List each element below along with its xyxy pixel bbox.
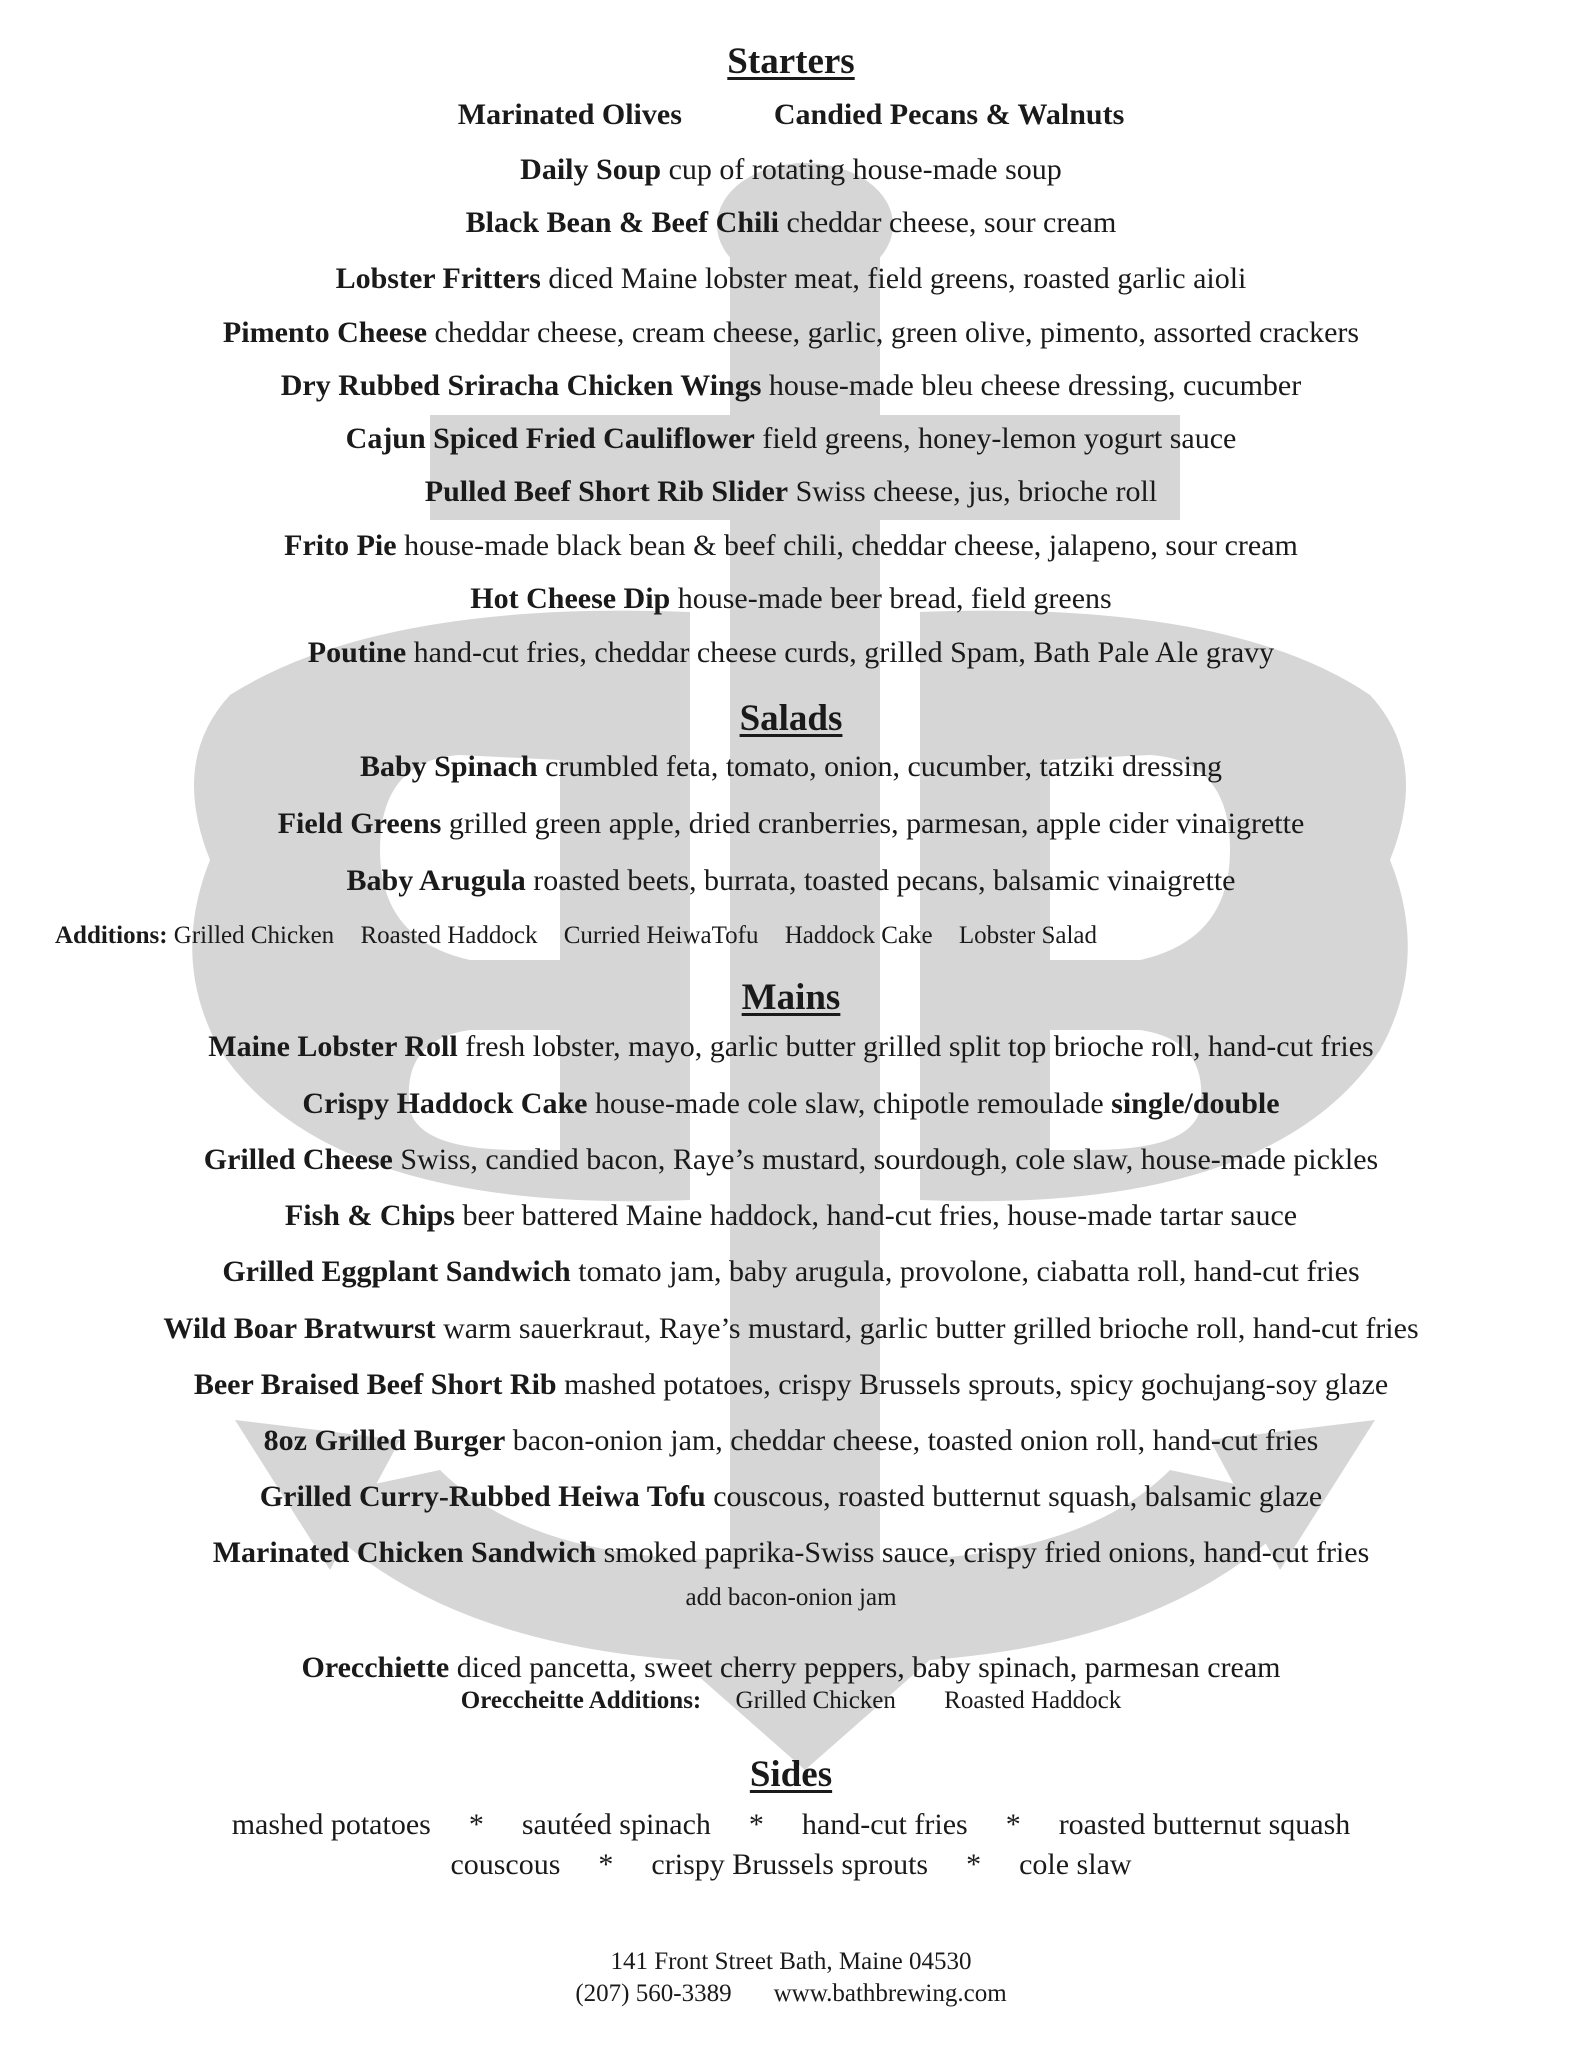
main-item <box>0 1651 1582 1685</box>
starter-item <box>0 475 1582 509</box>
footer-contact <box>0 1980 1582 2008</box>
main-item-name: Grilled Eggplant Sandwich <box>222 1255 571 1288</box>
salad-item-name: Baby Spinach <box>359 750 538 783</box>
marinated-olives: Marinated Olives <box>457 98 682 131</box>
salad-item-description: grilled green apple, dried cranberries, parmesan, apple cider vinaigrette <box>448 807 1305 840</box>
starter-item-name: Daily Soup <box>520 153 662 186</box>
main-item-description: bacon-onion jam, cheddar cheese, toasted onion roll, hand-cut fries <box>512 1424 1319 1457</box>
salad-item <box>0 750 1582 784</box>
side-separator: * <box>468 1808 484 1841</box>
main-item-name: Grilled Curry-Rubbed Heiwa Tofu <box>259 1480 706 1513</box>
salad-item-description: roasted beets, burrata, toasted pecans, balsamic vinaigrette <box>533 864 1236 897</box>
main-item-description: smoked paprika-Swiss sauce, crispy fried onions, hand-cut fries <box>603 1536 1370 1569</box>
main-item <box>0 1536 1582 1570</box>
side-separator: * <box>1005 1808 1021 1841</box>
salad-addition: Grilled Chicken <box>173 922 335 949</box>
orecchiette-additions <box>0 1687 1582 1715</box>
starter-item-description: cup of rotating house-made soup <box>668 153 1062 186</box>
main-item-name: Fish & Chips <box>284 1199 455 1232</box>
starter-item-description: field greens, honey-lemon yogurt sauce <box>762 422 1237 455</box>
main-item-name: Crispy Haddock Cake <box>302 1087 588 1120</box>
salad-additions-label: Additions: <box>55 922 168 949</box>
starter-item <box>0 369 1582 403</box>
salad-item-name: Baby Arugula <box>346 864 526 897</box>
main-item-description: tomato jam, baby arugula, provolone, ciabatta roll, hand-cut fries <box>578 1255 1360 1288</box>
main-item-name: Wild Boar Bratwurst <box>163 1312 436 1345</box>
main-item-description: warm sauerkraut, Raye’s mustard, garlic butter grilled brioche roll, hand-cut fries <box>443 1312 1419 1345</box>
starter-item <box>0 529 1582 563</box>
footer-address: 141 Front Street Bath, Maine 04530 <box>610 1948 972 1975</box>
starter-item-name: Pulled Beef Short Rib Slider <box>424 475 789 508</box>
salad-additions <box>55 922 1097 950</box>
starter-item <box>0 262 1582 296</box>
salad-addition: Haddock Cake <box>784 922 933 949</box>
main-item-description: couscous, roasted butternut squash, balsamic glaze <box>713 1480 1323 1513</box>
footer-website-link[interactable]: www.bathbrewing.com <box>773 1980 1007 2007</box>
sides-row-1 <box>0 1808 1582 1842</box>
sides-row-2 <box>0 1848 1582 1882</box>
main-item <box>0 1255 1582 1289</box>
starter-item-description: house-made black bean & beef chili, cheddar cheese, jalapeno, sour cream <box>404 529 1298 562</box>
starter-item <box>0 316 1582 350</box>
salad-addition: Roasted Haddock <box>360 922 538 949</box>
starters-heading: Starters <box>727 41 855 82</box>
starter-item <box>0 582 1582 616</box>
side-item: sautéed spinach <box>521 1808 711 1841</box>
mains-heading: Mains <box>741 977 841 1018</box>
starter-item-description: house-made beer bread, field greens <box>677 582 1112 615</box>
starter-item-description: cheddar cheese, cream cheese, garlic, green olive, pimento, assorted crackers <box>434 316 1360 349</box>
salad-item <box>0 807 1582 841</box>
main-item <box>0 1199 1582 1233</box>
main-item-name: Marinated Chicken Sandwich <box>212 1536 597 1569</box>
starter-item <box>0 206 1582 240</box>
starter-item-name: Poutine <box>307 636 407 669</box>
main-item <box>0 1143 1582 1177</box>
starter-item-name: Pimento Cheese <box>222 316 428 349</box>
side-item: mashed potatoes <box>231 1808 431 1841</box>
starter-item-name: Frito Pie <box>284 529 397 562</box>
starters-top-pair <box>0 98 1582 132</box>
side-separator: * <box>966 1848 982 1881</box>
starter-item-description: hand-cut fries, cheddar cheese curds, grilled Spam, Bath Pale Ale gravy <box>413 636 1275 669</box>
main-item-name: Maine Lobster Roll <box>208 1030 458 1063</box>
starter-item-name: Dry Rubbed Sriracha Chicken Wings <box>280 369 762 402</box>
side-item: roasted butternut squash <box>1058 1808 1351 1841</box>
orecchiette-addition: Grilled Chicken <box>735 1687 896 1714</box>
main-item-name: Orecchiette <box>301 1651 450 1684</box>
main-item-description: beer battered Maine haddock, hand-cut fries, house-made tartar sauce <box>462 1199 1298 1232</box>
side-separator: * <box>748 1808 764 1841</box>
main-item-description: Swiss, candied bacon, Raye’s mustard, sourdough, cole slaw, house-made pickles <box>400 1143 1379 1176</box>
main-item-description: diced pancetta, sweet cherry peppers, baby spinach, parmesan cream <box>456 1651 1281 1684</box>
starter-item-description: diced Maine lobster meat, field greens, roasted garlic aioli <box>548 262 1247 295</box>
chicken-sandwich-note: add bacon-onion jam <box>685 1584 897 1611</box>
starter-item-name: Lobster Fritters <box>335 262 541 295</box>
salad-addition: Curried HeiwaTofu <box>563 922 759 949</box>
starter-item <box>0 422 1582 456</box>
candied-pecans-walnuts: Candied Pecans & Walnuts <box>773 98 1125 131</box>
starter-item-name: Black Bean & Beef Chili <box>465 206 780 239</box>
side-item: crispy Brussels sprouts <box>651 1848 929 1881</box>
main-item-name: 8oz Grilled Burger <box>263 1424 506 1457</box>
main-item-description: house-made cole slaw, chipotle remoulade <box>594 1087 1104 1120</box>
starter-item <box>0 153 1582 187</box>
orecchiette-addition: Roasted Haddock <box>944 1687 1122 1714</box>
salad-item-description: crumbled feta, tomato, onion, cucumber, tatziki dressing <box>545 750 1223 783</box>
main-item <box>0 1312 1582 1346</box>
orecchiette-additions-label: Oreccheitte Additions: <box>460 1687 702 1714</box>
side-item: couscous <box>450 1848 561 1881</box>
main-item <box>0 1480 1582 1514</box>
side-separator: * <box>598 1848 614 1881</box>
main-item <box>0 1030 1582 1064</box>
salads-heading: Salads <box>739 698 843 739</box>
footer-phone: (207) 560-3389 <box>575 1980 732 2007</box>
main-item-description: mashed potatoes, crispy Brussels sprouts, spicy gochujang-soy glaze <box>564 1368 1389 1401</box>
main-item <box>0 1368 1582 1402</box>
starter-item-description: house-made bleu cheese dressing, cucumber <box>768 369 1302 402</box>
starter-item-description: cheddar cheese, sour cream <box>786 206 1117 239</box>
side-item: hand-cut fries <box>801 1808 968 1841</box>
starter-item-name: Hot Cheese Dip <box>470 582 671 615</box>
main-item-description: fresh lobster, mayo, garlic butter grilled split top brioche roll, hand-cut fries <box>465 1030 1374 1063</box>
main-item-name: Beer Braised Beef Short Rib <box>193 1368 557 1401</box>
salad-item-name: Field Greens <box>277 807 442 840</box>
salad-addition: Lobster Salad <box>958 922 1097 949</box>
side-item: cole slaw <box>1019 1848 1132 1881</box>
main-item <box>0 1424 1582 1458</box>
starter-item-name: Cajun Spiced Fried Cauliflower <box>345 422 755 455</box>
main-item-size-option: single/double <box>1111 1087 1280 1120</box>
main-item <box>0 1087 1582 1121</box>
starter-item-description: Swiss cheese, jus, brioche roll <box>795 475 1158 508</box>
salad-item <box>0 864 1582 898</box>
main-item-name: Grilled Cheese <box>203 1143 393 1176</box>
starter-item <box>0 636 1582 670</box>
sides-heading: Sides <box>749 1754 833 1795</box>
